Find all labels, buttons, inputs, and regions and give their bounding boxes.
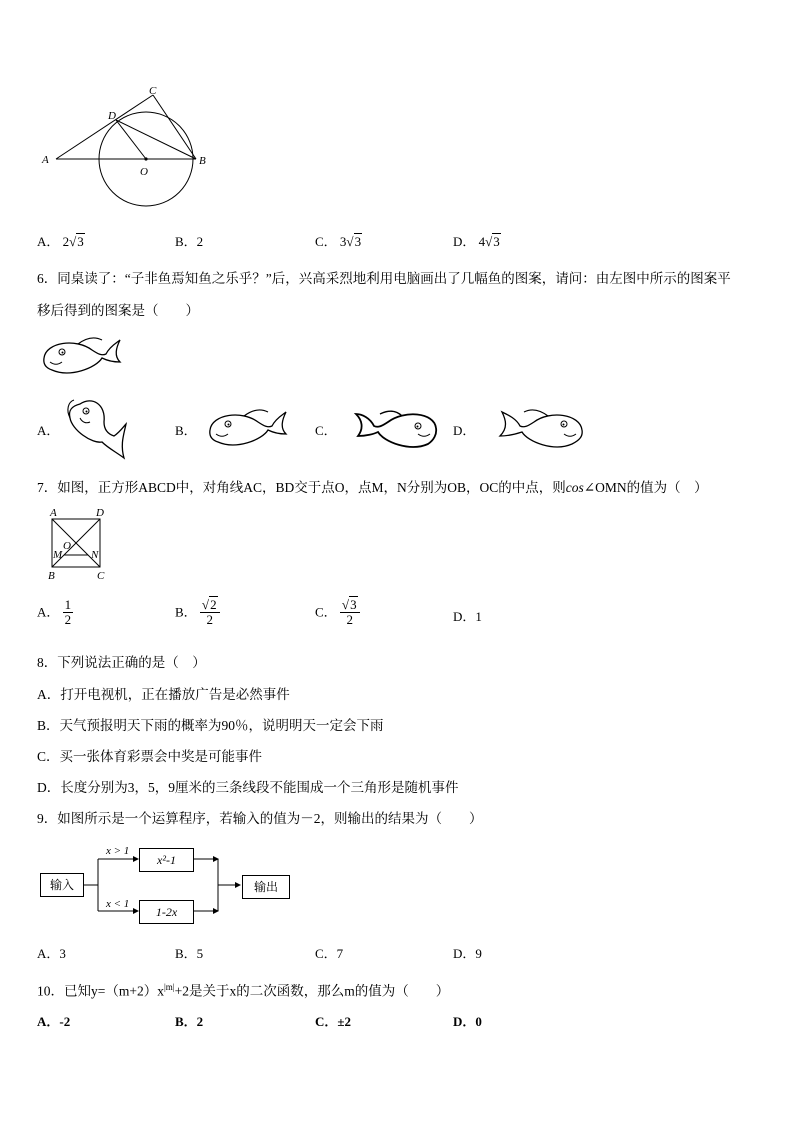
q10-stem: 10．已知$y=(m+2)x^{|m|}+2$是关于x的二次函数，那么m的值为（ ） bbox=[37, 982, 450, 999]
q7-label-D: D bbox=[96, 507, 104, 519]
q7-option-a[interactable]: A． $\frac{1}{2}$ bbox=[37, 597, 72, 627]
q7-option-b[interactable]: B． $\frac{√2}{2}$ bbox=[175, 598, 220, 627]
q10-option-c[interactable]: C．±2 bbox=[315, 1014, 352, 1029]
q5-label-O: O bbox=[140, 166, 148, 178]
q8-option-a[interactable]: A．打开电视机，正在播放广告是必然事件 bbox=[37, 687, 290, 702]
q9-op-top-box: x²-1 bbox=[139, 848, 194, 872]
q6-option-b-fish-icon[interactable] bbox=[206, 406, 290, 452]
q7-option-c[interactable]: C． $\frac{√3}{2}$ bbox=[315, 598, 360, 627]
q7-label-O: O bbox=[63, 540, 71, 552]
q5-label-A: A bbox=[42, 154, 49, 166]
q7-option-d[interactable]: D．1 bbox=[453, 609, 482, 624]
q8-option-b[interactable]: B．天气预报明天下雨的概率为90％，说明明天一定会下雨 bbox=[37, 718, 384, 733]
q6-option-d-fish-icon[interactable] bbox=[494, 406, 586, 454]
q8-option-d[interactable]: D．长度分别为3，5，9厘米的三条线段不能围成一个三角形是随机事件 bbox=[37, 780, 459, 795]
q10-option-d[interactable]: D．0 bbox=[453, 1014, 482, 1029]
q7-stem: 7．如图，正方形ABCD中，对角线AC，BD交于点O，点M，N分别为OB，OC的中点，则cos∠OMN的值为（ ） bbox=[37, 480, 708, 495]
q6-stem-line1: 6．同桌读了：“子非鱼焉知鱼之乐乎？”后，兴高采烈地利用电脑画出了几幅鱼的图案，请问：由左图中所示的图案平 bbox=[37, 271, 731, 286]
q6-stem-line2: 移后得到的图案是（ ） bbox=[37, 303, 199, 318]
q9-stem: 9．如图所示是一个运算程序，若输入的值为－2，则输出的结果为（ ） bbox=[37, 811, 483, 826]
q10-option-b[interactable]: B．2 bbox=[175, 1014, 204, 1029]
q5-label-B: B bbox=[199, 155, 206, 167]
q6-reference-fish-icon bbox=[40, 334, 124, 380]
q6-option-a-fish-icon[interactable] bbox=[62, 396, 132, 464]
q5-option-d[interactable]: D． 4√3 bbox=[453, 234, 500, 249]
q9-op-bottom-box: 1-2x bbox=[139, 900, 194, 924]
q9-cond-top: x > 1 bbox=[106, 845, 130, 857]
q5-option-c[interactable]: C． 3√3 bbox=[315, 234, 362, 249]
q7-label-M: M bbox=[53, 549, 63, 561]
q10-option-a[interactable]: A．-2 bbox=[37, 1014, 71, 1029]
q7-label-A: A bbox=[50, 507, 57, 519]
q9-cond-bottom: x < 1 bbox=[106, 898, 130, 910]
q5-geometry-figure bbox=[36, 82, 216, 217]
q6-option-c-fish-icon[interactable] bbox=[352, 406, 440, 456]
q5-label-D: D bbox=[108, 110, 116, 122]
q9-option-b[interactable]: B．5 bbox=[175, 946, 204, 961]
q6-option-b-label[interactable]: B． bbox=[175, 423, 197, 438]
q9-option-d[interactable]: D．9 bbox=[453, 946, 482, 961]
q6-option-a-label[interactable]: A． bbox=[37, 423, 60, 438]
q5-option-b[interactable]: B．2 bbox=[175, 234, 204, 249]
q5-option-a[interactable]: A． 2√3 bbox=[37, 234, 84, 249]
q7-square-figure bbox=[40, 505, 112, 583]
q8-stem: 8．下列说法正确的是（ ） bbox=[37, 655, 206, 670]
q6-option-d-label[interactable]: D． bbox=[453, 423, 476, 438]
q8-option-c[interactable]: C．买一张体育彩票会中奖是可能事件 bbox=[37, 749, 263, 764]
q9-option-c[interactable]: C．7 bbox=[315, 946, 344, 961]
q6-option-c-label[interactable]: C． bbox=[315, 423, 337, 438]
q9-option-a[interactable]: A．3 bbox=[37, 946, 66, 961]
q5-label-C: C bbox=[149, 85, 157, 97]
q7-label-N: N bbox=[91, 549, 99, 561]
q9-output-box: 输出 bbox=[242, 875, 290, 899]
q7-label-B: B bbox=[48, 570, 55, 582]
q7-label-C: C bbox=[97, 570, 105, 582]
q9-input-box: 输入 bbox=[40, 873, 84, 897]
